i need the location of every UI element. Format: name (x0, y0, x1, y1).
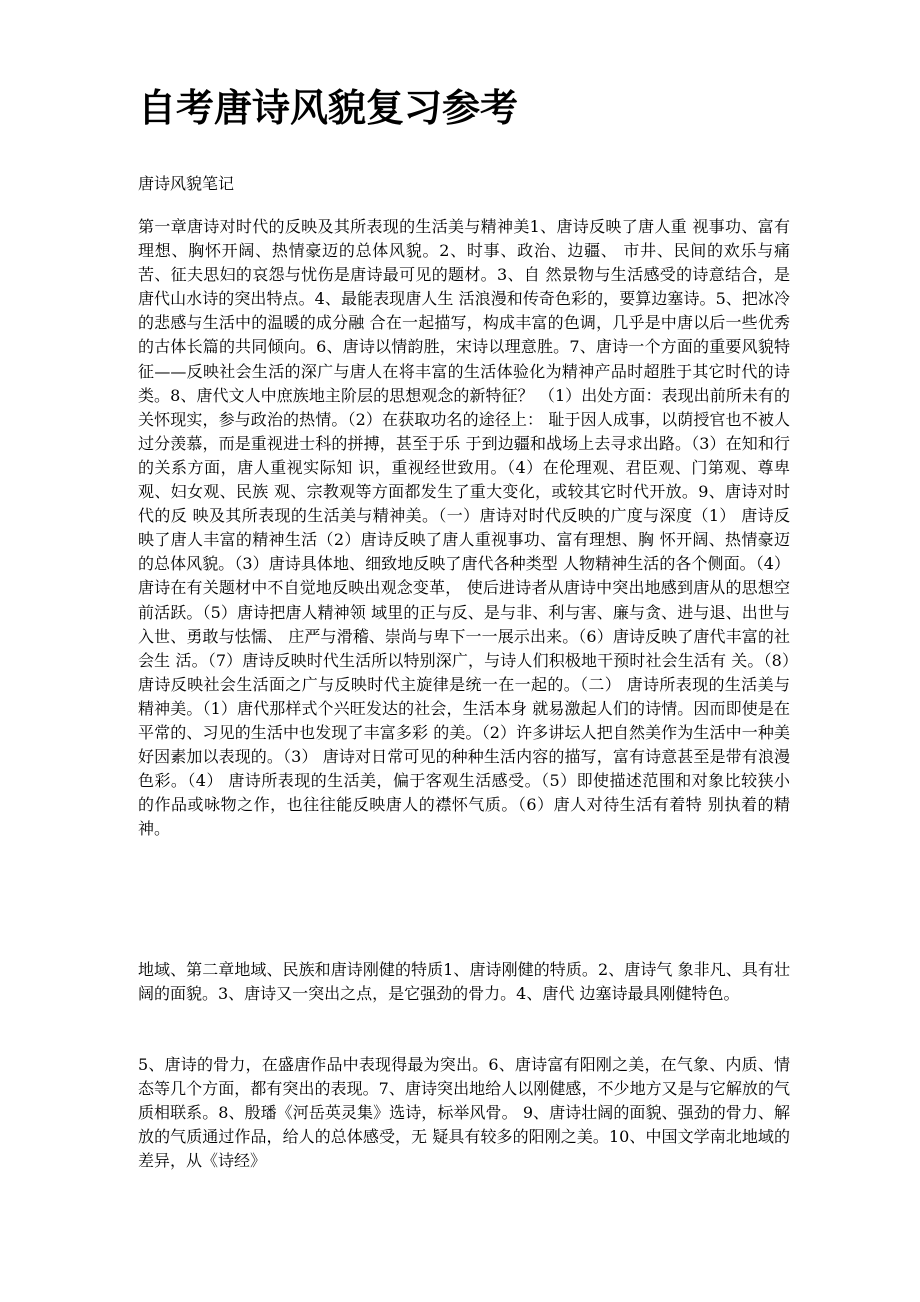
document-title: 自考唐诗风貌复习参考 (138, 85, 519, 130)
paragraph-chapter-two: 地域、第二章地域、民族和唐诗刚健的特质1、唐诗刚健的特质。2、唐诗气 象非凡、具有壮阔的面貌。3、唐诗又一突出之点，是它强劲的骨力。4、唐代 边塞诗最具刚健特色。 (138, 960, 790, 1004)
document-subtitle: 唐诗风貌笔记 (138, 174, 235, 193)
paragraph-chapter-two-continued: 5、唐诗的骨力，在盛唐作品中表现得最为突出。6、唐诗富有阳刚之美，在气象、内质、情态等几个方面，都有突出的表现。7、唐诗突出地给人以刚健感，不少地方又是与它解放的气质相联系。8、殷璠《河岳英灵集》选诗，标举风骨。 9、唐诗壮阔的面貌、强劲的骨力、解放的气质通过作品，给人的总体感受，无 疑具有较多的阳刚之美。10、中国文学南北地域的差异，从《诗经》 (138, 1055, 790, 1171)
paragraph-chapter-one: 第一章唐诗对时代的反映及其所表现的生活美与精神美1、唐诗反映了唐人重 视事功、富有理想、胸怀开阔、热情豪迈的总体风貌。2、时事、政治、边疆、 市井、民间的欢乐与痛苦、征夫思妇的哀怨与忧伤是唐诗最可见的题材。3、自 然景物与生活感受的诗意结合，是唐代山水诗的突出特点。4、最能表现唐人生 活浪漫和传奇色彩的，要算边塞诗。5、把冰冷的悲感与生活中的温暖的成分融 合在一起描写，构成丰富的色调，几乎是中唐以后一些优秀的古体长篇的共同倾向。6、唐诗以情韵胜，宋诗以理意胜。7、唐诗一个方面的重要风貌特征——反映社会生活的深广与唐人在将丰富的生活体验化为精神产品时超胜于其它时代的诗类。8、唐代文人中庶族地主阶层的思想观念的新特征？ （1）出处方面：表现出前所未有的关怀现实，参与政治的热情。（2）在获取功名的途径上： 耻于因人成事，以荫授官也不被人过分羡慕，而是重视进士科的拼搏，甚至于乐 于到边疆和战场上去寻求出路。（3）在知和行的关系方面，唐人重视实际知 识，重视经世致用。（4）在伦理观、君臣观、门第观、尊卑观、妇女观、民族 观、宗教观等方面都发生了重大变化，或较其它时代开放。9、唐诗对时代的反 映及其所表现的生活美与精神美。（一）唐诗对时代反映的广度与深度（1） 唐诗反映了唐人丰富的精神生活（2）唐诗反映了唐人重视事功、富有理想、胸 怀开阔、热情豪迈的总体风貌。（3）唐诗具体地、细致地反映了唐代各种类型 人物精神生活的各个侧面。（4）唐诗在有关题材中不自觉地反映出观念变革， 使后进诗者从唐诗中突出地感到唐从的思想空前活跃。（5）唐诗把唐人精神领 域里的正与反、是与非、利与害、廉与贪、进与退、出世与入世、勇敢与怯懦、 庄严与滑稽、崇尚与卑下一一展示出来。（6）唐诗反映了唐代丰富的社会生 活。（7）唐诗反映时代生活所以特别深广，与诗人们积极地干预时社会生活有 关。（8）唐诗反映社会生活面之广与反映时代主旋律是统一在一起的。（二） 唐诗所表现的生活美与精神美。（1）唐代那样式个兴旺发达的社会，生活本身 就易激起人们的诗情。因而即使是在平常的、习见的生活中也发现了丰富多彩 的美。（2）许多讲坛人把自然美作为生活中一种美好因素加以表现的。（3） 唐诗对日常可见的种种生活内容的描写，富有诗意甚至是带有浪漫色彩。（4） 唐诗所表现的生活美，偏于客观生活感受。（5）即使描述范围和对象比较狭小 的作品或咏物之作，也往往能反映唐人的襟怀气质。（6）唐人对待生活有着特 别执着的精神。 (138, 217, 790, 839)
